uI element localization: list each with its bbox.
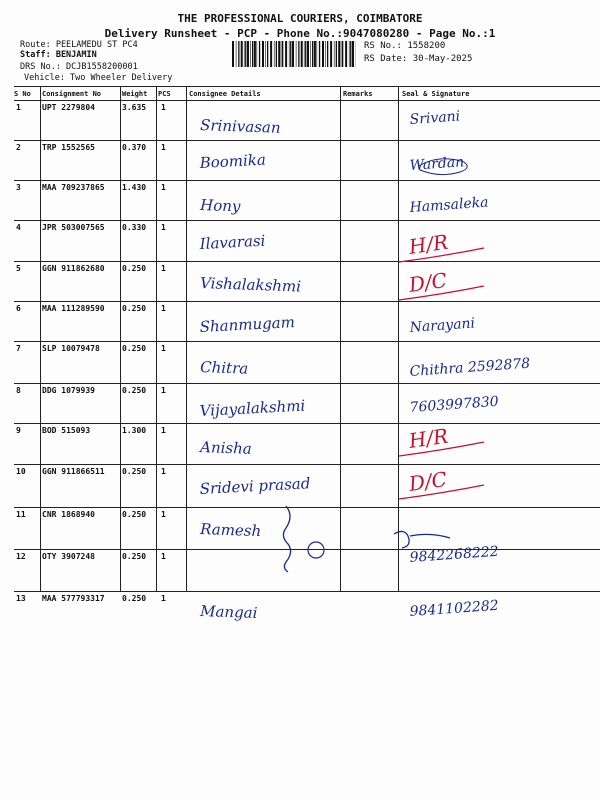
barcode-bar [334,41,335,67]
cell-sno: 5 [16,264,21,273]
barcode-bar [245,41,246,67]
barcode-bar [352,41,354,67]
signature-handwriting: Wardan [409,154,465,174]
signature-handwriting: 9841102282 [409,597,500,620]
signature-handwriting: Narayani [409,315,476,336]
drs-label: DRS No.: DCJB1558200001 [20,62,138,72]
cell-consignment: JPR 503007565 [42,223,105,232]
cell-weight: 0.250 [122,510,147,519]
cell-consignment: CNR 1868940 [42,510,95,519]
cell-pcs: 1 [161,223,166,232]
cell-weight: 0.250 [122,594,147,603]
consignee-handwriting: Anisha [199,438,253,458]
consignee-handwriting: Boomika [199,150,267,172]
cell-consignment: DDG 1079939 [42,386,95,395]
consignee-handwriting: Vishalakshmi [199,274,302,296]
barcode-bar [257,41,258,67]
cell-weight: 1.430 [122,183,147,192]
consignee-handwriting: Shanmugam [199,313,296,336]
cell-weight: 0.250 [122,552,147,561]
cell-pcs: 1 [161,304,166,313]
barcode-bar [322,41,324,67]
company-title: THE PROFESSIONAL COURIERS, COIMBATORE [177,12,423,25]
cell-weight: 0.330 [122,223,147,232]
barcode-bar [236,41,237,67]
brace-scribble [283,506,290,572]
signature-handwriting: H/R [407,229,450,259]
consignee-handwriting: Srinivasan [199,116,281,137]
signature-handwriting: 7603997830 [409,393,500,416]
cell-consignment: BOD 515093 [42,426,91,435]
barcode-bar [265,41,266,67]
cell-pcs: 1 [161,103,166,112]
barcode-bar [259,41,260,67]
consignee-handwriting: Sridevi prasad [199,474,311,498]
col-signature: Seal & Signature [402,90,470,98]
cell-sno: 7 [16,344,21,353]
circled-mark [308,542,324,558]
cell-sno: 1 [16,103,21,112]
cell-sno: 12 [16,552,26,561]
barcode-bar [276,41,277,67]
cell-sno: 8 [16,386,21,395]
signature-handwriting: Hamsaleka [409,194,490,216]
barcode-bar [254,41,256,67]
staff-label: Staff: BENJAMIN [20,50,97,60]
barcode-bar [305,41,306,67]
cell-pcs: 1 [161,344,166,353]
consignee-handwriting: Mangai [199,602,258,622]
cell-weight: 0.250 [122,386,147,395]
barcode-bar [238,41,239,67]
cell-weight: 1.300 [122,426,147,435]
barcode-bar [310,41,311,67]
cell-pcs: 1 [161,264,166,273]
cell-weight: 0.250 [122,264,147,273]
col-pcs: PCS [158,90,171,98]
barcode-bar [282,41,283,67]
barcode-bar [241,41,243,67]
col-consignment: Consignment No [42,90,102,98]
signature-handwriting: Srivani [409,108,461,128]
barcode-bar [278,41,280,67]
cell-consignment: TRP 1552565 [42,143,95,152]
barcode-bar [317,41,318,67]
cell-weight: 0.250 [122,467,147,476]
col-weight: Weight [122,90,148,98]
barcode-bar [349,41,350,67]
barcode-bar [327,41,328,67]
vehicle-label: Vehicle: Two Wheeler Delivery [24,73,173,83]
cell-pcs: 1 [161,386,166,395]
cell-consignment: MAA 709237865 [42,183,105,192]
cell-pcs: 1 [161,510,166,519]
cell-sno: 13 [16,594,26,603]
barcode-bar [270,41,272,67]
cell-sno: 11 [16,510,26,519]
barcode-bar [247,41,249,67]
runsheet-subtitle: Delivery Runsheet - PCP - Phone No.:9047080280 - Page No.:1 [104,27,496,40]
cell-sno: 2 [16,143,21,152]
runsheet-table [14,86,600,622]
signature-handwriting: H/R [407,423,450,453]
rs-number: RS No.: 1558200 [364,41,446,51]
cell-pcs: 1 [161,594,166,603]
cell-pcs: 1 [161,467,166,476]
barcode-bar [281,41,282,67]
barcode-bar [274,41,275,67]
barcode-bar [296,41,297,67]
cell-consignment: GGN 911862680 [42,264,105,273]
consignee-handwriting: Hony [199,196,241,216]
barcode-bar [319,41,320,67]
cell-consignment: MAA 111289590 [42,304,105,313]
cell-pcs: 1 [161,426,166,435]
barcode-bar [244,41,245,67]
barcode [232,41,356,67]
barcode-bar [250,41,251,67]
consignee-handwriting: Ramesh [199,520,262,541]
barcode-bar [262,41,264,67]
barcode-bar [252,41,253,67]
signature-handwriting: D/C [407,267,449,297]
cell-sno: 10 [16,467,26,476]
col-sno: S No [14,90,31,98]
barcode-bar [350,41,351,67]
barcode-bar [232,41,234,67]
signature-handwriting: D/C [407,466,449,496]
cell-consignment: OTY 3907248 [42,552,95,561]
signature-handwriting: Chithra 2592878 [409,355,531,380]
signature-scribble [394,531,450,548]
cell-sno: 6 [16,304,21,313]
barcode-bar [292,41,294,67]
cell-pcs: 1 [161,183,166,192]
barcode-bar [341,41,342,67]
consignee-handwriting: Ilavarasi [199,231,266,253]
barcode-bar [301,41,303,67]
cell-consignment: UPT 2279804 [42,103,95,112]
rs-date: RS Date: 30-May-2025 [364,54,473,64]
barcode-bar [345,41,347,67]
barcode-bar [342,41,343,67]
barcode-bar [307,41,309,67]
cell-sno: 4 [16,223,21,232]
col-consignee: Consignee Details [189,90,261,98]
barcode-bar [298,41,299,67]
cell-weight: 3.635 [122,103,147,112]
cell-pcs: 1 [161,143,166,152]
barcode-bar [285,41,287,67]
signature-handwriting: 9842268222 [409,543,500,566]
barcode-bar [304,41,305,67]
barcode-bar [314,41,316,67]
rs-info [364,40,472,66]
barcode-bar [338,41,340,67]
cell-consignment: GGN 911866511 [42,467,105,476]
handwriting-layer [14,86,600,622]
route-label: Route: PEELAMEDU ST PC4 [20,40,138,50]
barcode-bar [267,41,268,67]
cell-weight: 0.250 [122,304,147,313]
cell-sno: 3 [16,183,21,192]
barcode-bar [289,41,290,67]
cell-consignment: MAA 577793317 [42,594,105,603]
cell-weight: 0.250 [122,344,147,353]
barcode-bar [325,41,326,67]
barcode-bar [290,41,291,67]
barcode-bar [336,41,337,67]
cell-weight: 0.370 [122,143,147,152]
cell-sno: 9 [16,426,21,435]
barcode-bar [330,41,332,67]
cell-pcs: 1 [161,552,166,561]
col-remarks: Remarks [343,90,373,98]
consignee-handwriting: Vijayalakshmi [199,396,306,420]
barcode-bar [312,41,313,67]
cell-consignment: SLP 10079478 [42,344,100,353]
consignee-handwriting: Chitra [199,358,249,378]
